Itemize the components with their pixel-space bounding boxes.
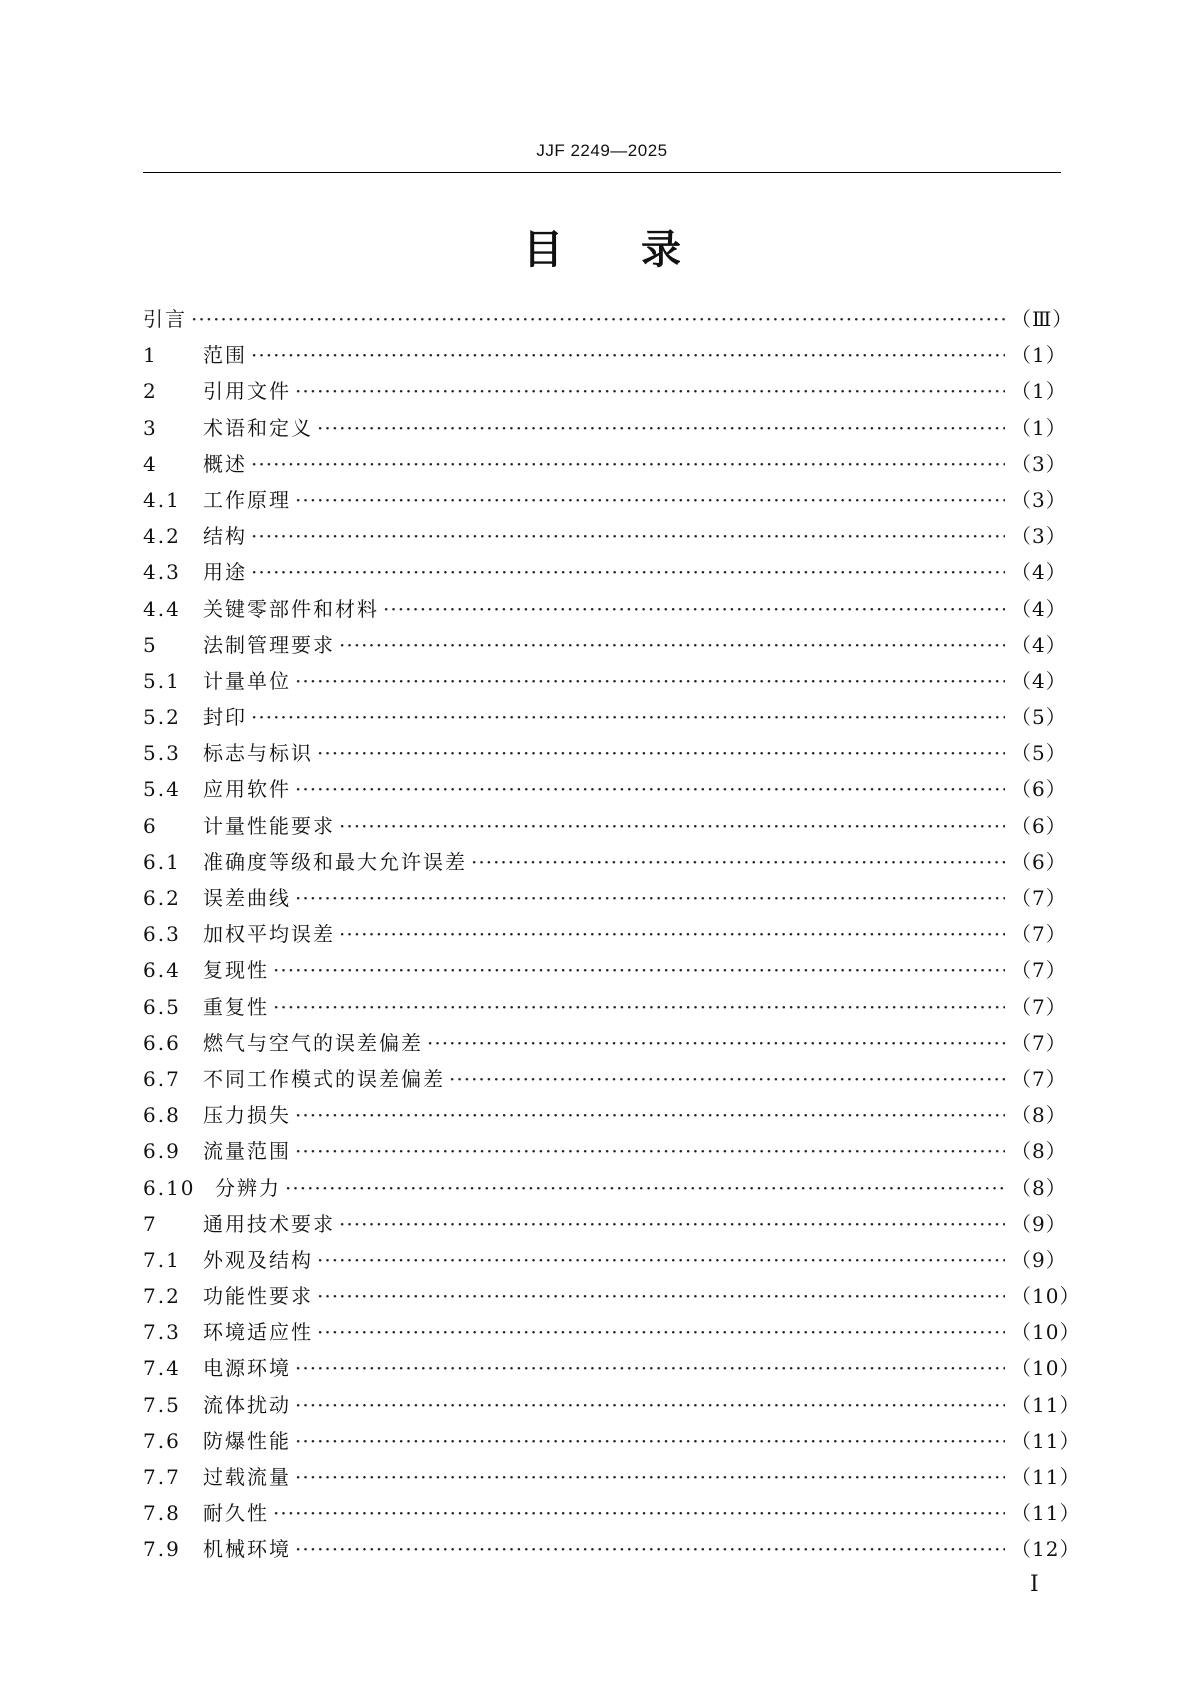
toc-entry-number: 6.2 [143, 886, 181, 910]
toc-entry[interactable] [143, 520, 1067, 556]
toc-entry-number: 6.10 [143, 1175, 196, 1200]
toc-entry-title: 封印 [203, 705, 247, 730]
toc-entry-page: （3） [1011, 451, 1067, 476]
toc-entry-page: （4） [1011, 668, 1067, 693]
toc-leader-dots [295, 1465, 1005, 1489]
toc-entry-number: 6.6 [143, 1030, 181, 1055]
title-char-right: 录 [641, 227, 681, 273]
toc-entry-page: （8） [1011, 1139, 1067, 1164]
toc-entry-number: 7.7 [143, 1465, 181, 1489]
toc-leader-dots [317, 1248, 1005, 1272]
toc-entry-title: 误差曲线 [203, 886, 291, 910]
toc-entry[interactable] [143, 1172, 1067, 1208]
toc-entry[interactable] [143, 484, 1067, 520]
toc-entry[interactable] [143, 1027, 1067, 1063]
toc-entry-number: 5 [143, 632, 158, 657]
toc-entry-number: 6.5 [143, 994, 181, 1019]
toc-leader-dots [251, 343, 1005, 367]
toc-entry-page: （7） [1011, 1066, 1067, 1091]
toc-entry[interactable] [143, 1316, 1081, 1352]
toc-entry-title: 通用技术要求 [203, 1211, 335, 1236]
toc-leader-dots [339, 922, 1005, 946]
toc-leader-dots [295, 1429, 1005, 1453]
toc-entry-number: 7.1 [143, 1247, 181, 1272]
toc-entry-title: 准确度等级和最大允许误差 [203, 849, 467, 874]
toc-entry-number: 5.3 [143, 741, 181, 766]
toc-entry-page: （11） [1011, 1428, 1081, 1453]
toc-leader-dots [317, 1320, 1005, 1344]
toc-entry-title: 防爆性能 [203, 1428, 291, 1453]
toc-leader-dots [295, 488, 1005, 512]
toc-entry-title: 外观及结构 [203, 1247, 313, 1272]
toc-entry[interactable] [143, 1099, 1067, 1135]
toc-entry-title: 流量范围 [203, 1139, 291, 1164]
toc-entry[interactable] [143, 1389, 1081, 1425]
toc-entry-page: （10） [1011, 1356, 1081, 1381]
toc-entry-number: 4.3 [143, 560, 181, 585]
toc-entry-number: 4 [143, 451, 158, 476]
toc-entry-title: 引用文件 [203, 379, 291, 404]
toc-entry-title: 耐久性 [203, 1501, 269, 1526]
toc-entry-number: 5.4 [143, 777, 181, 802]
toc-entry-number: 5.1 [143, 668, 181, 693]
toc-leader-dots [251, 452, 1005, 476]
toc-entry-title: 过载流量 [203, 1465, 291, 1489]
toc-entry-title: 环境适应性 [203, 1320, 313, 1345]
toc-entry[interactable] [143, 1352, 1081, 1388]
toc-entry[interactable] [143, 1208, 1067, 1244]
toc-leader-dots [295, 886, 1005, 910]
toc-leader-dots [317, 741, 1005, 765]
toc-entry-number: 7.9 [143, 1537, 181, 1562]
toc-entry-number: 6.4 [143, 958, 181, 983]
toc-entry-page: （4） [1011, 596, 1067, 621]
toc-leader-dots [285, 1176, 1005, 1200]
toc-entry[interactable] [143, 773, 1067, 809]
toc-entry-number: 7.6 [143, 1428, 181, 1453]
toc-leader-dots [427, 1031, 1005, 1055]
toc-entry-title: 重复性 [203, 994, 269, 1019]
toc-entry-number: 4.4 [143, 596, 181, 621]
toc-entry-page: （9） [1011, 1247, 1067, 1272]
toc-entry[interactable] [143, 1244, 1067, 1280]
toc-entry-page: （5） [1011, 741, 1067, 766]
toc-entry-page: （6） [1011, 813, 1067, 838]
toc-entry-page: （3） [1011, 524, 1067, 549]
toc-entry-title: 标志与标识 [203, 741, 313, 766]
toc-entry-page: （5） [1011, 705, 1067, 730]
toc-leader-dots [251, 560, 1005, 584]
toc-entry-number: 2 [143, 379, 158, 404]
toc-leader-dots [449, 1067, 1005, 1091]
toc-entry-page: （12） [1011, 1537, 1081, 1562]
toc-entry-number: 6.3 [143, 922, 181, 947]
toc-entry-title: 加权平均误差 [203, 922, 335, 947]
toc-entry-title: 结构 [203, 524, 247, 549]
toc-entry[interactable] [143, 701, 1067, 737]
toc-entry[interactable] [143, 737, 1067, 773]
toc-leader-dots [251, 705, 1005, 729]
toc-entry-number: 6 [143, 813, 158, 838]
toc-leader-dots [295, 777, 1005, 801]
toc-entry-number: 6.8 [143, 1103, 181, 1128]
toc-leader-dots [339, 1212, 1005, 1236]
toc-entry-page: （10） [1011, 1320, 1081, 1345]
toc-leader-dots [295, 1356, 1005, 1380]
toc-entry-title: 电源环境 [203, 1356, 291, 1381]
toc-entry-number: 4.2 [143, 524, 181, 549]
toc-leader-dots [191, 307, 1005, 331]
toc-entry-page: （7） [1011, 886, 1067, 910]
toc-entry-number: 3 [143, 415, 158, 440]
toc-entry[interactable] [143, 665, 1067, 701]
toc-entry-number: 1 [143, 343, 158, 368]
toc-entry[interactable] [143, 629, 1067, 665]
toc-entry-number: 6.1 [143, 849, 181, 874]
toc-entry-page: （6） [1011, 849, 1067, 874]
toc-entry-title: 压力损失 [203, 1103, 291, 1128]
toc-entry[interactable] [143, 448, 1067, 484]
toc-leader-dots [295, 1103, 1005, 1127]
toc-entry[interactable] [143, 810, 1067, 846]
toc-entry-page: （7） [1011, 994, 1067, 1019]
toc-entry-title: 复现性 [203, 958, 269, 983]
toc-entry-number: 6.7 [143, 1066, 181, 1091]
toc-entry-title: 不同工作模式的误差偏差 [203, 1066, 445, 1091]
toc-entry[interactable] [143, 918, 1067, 954]
toc-entry-page: （1） [1011, 379, 1067, 404]
toc-entry-page: （8） [1011, 1103, 1067, 1128]
toc-leader-dots [317, 416, 1005, 440]
toc-entry[interactable] [143, 1063, 1067, 1099]
toc-entry-number: 7 [143, 1211, 158, 1236]
toc-entry[interactable] [143, 1280, 1081, 1316]
toc-entry-title: 用途 [203, 560, 247, 585]
toc-entry[interactable] [143, 1461, 1081, 1497]
toc-entry-page: （7） [1011, 922, 1067, 947]
toc-entry-page: （8） [1011, 1175, 1067, 1200]
table-of-contents [143, 303, 1081, 1570]
toc-entry-title: 功能性要求 [203, 1284, 313, 1309]
document-code-header: JJF 2249—2025 [536, 141, 668, 160]
toc-leader-dots [317, 1284, 1005, 1308]
toc-entry-page: （1） [1011, 343, 1067, 368]
toc-entry-title: 流体扰动 [203, 1392, 291, 1417]
toc-entry[interactable] [143, 412, 1067, 448]
toc-entry[interactable] [143, 846, 1067, 882]
toc-leader-dots [339, 814, 1005, 838]
page-title [143, 218, 1061, 275]
toc-leader-dots [295, 379, 1005, 403]
toc-entry-title: 机械环境 [203, 1537, 291, 1562]
toc-entry-page: （11） [1011, 1501, 1081, 1526]
toc-entry-title: 分辨力 [215, 1175, 281, 1200]
toc-entry[interactable] [143, 1135, 1067, 1171]
toc-entry-page: （10） [1011, 1284, 1081, 1309]
toc-entry-page: （11） [1011, 1392, 1081, 1417]
toc-entry-number: 7.4 [143, 1356, 181, 1381]
toc-entry-page: （7） [1011, 958, 1067, 983]
toc-entry[interactable] [143, 991, 1067, 1027]
toc-entry-page: （Ⅲ） [1011, 307, 1074, 331]
toc-entry-title: 燃气与空气的误差偏差 [203, 1030, 423, 1055]
toc-leader-dots [295, 669, 1005, 693]
toc-entry-title: 范围 [203, 343, 247, 368]
toc-entry-title: 引言 [143, 307, 187, 331]
toc-entry-number: 7.5 [143, 1392, 181, 1417]
toc-leader-dots [273, 958, 1005, 982]
toc-entry[interactable] [143, 1533, 1081, 1569]
toc-entry-page: （1） [1011, 415, 1067, 440]
toc-entry-page: （4） [1011, 560, 1067, 585]
toc-entry[interactable] [143, 593, 1067, 629]
toc-entry[interactable] [143, 954, 1067, 990]
toc-entry-title: 术语和定义 [203, 415, 313, 440]
toc-entry[interactable] [143, 339, 1067, 375]
page-number: I [1030, 1572, 1039, 1597]
toc-entry-number: 7.3 [143, 1320, 181, 1345]
title-char-left: 目 [523, 227, 563, 273]
toc-entry-title: 关键零部件和材料 [203, 596, 379, 621]
toc-entry-title: 计量性能要求 [203, 813, 335, 838]
toc-leader-dots [339, 633, 1005, 657]
toc-leader-dots [295, 1393, 1005, 1417]
toc-entry-page: （9） [1011, 1211, 1067, 1236]
toc-entry-number: 4.1 [143, 487, 181, 512]
toc-entry-page: （7） [1011, 1030, 1067, 1055]
toc-entry-title: 概述 [203, 451, 247, 476]
toc-leader-dots [295, 1537, 1005, 1561]
toc-entry[interactable] [143, 556, 1067, 592]
toc-entry[interactable] [143, 1497, 1081, 1533]
header-rule [143, 172, 1061, 173]
toc-entry-number: 7.8 [143, 1501, 181, 1526]
toc-leader-dots [471, 850, 1005, 874]
toc-entry-page: （11） [1011, 1465, 1081, 1489]
toc-entry-page: （4） [1011, 632, 1067, 657]
toc-entry-title: 应用软件 [203, 777, 291, 802]
toc-leader-dots [295, 1139, 1005, 1163]
toc-entry-page: （6） [1011, 777, 1067, 802]
toc-entry-title: 法制管理要求 [203, 632, 335, 657]
toc-entry-number: 6.9 [143, 1139, 181, 1164]
toc-leader-dots [251, 524, 1005, 548]
toc-leader-dots [273, 995, 1005, 1019]
toc-entry[interactable] [143, 1425, 1081, 1461]
toc-entry[interactable] [143, 303, 1074, 339]
toc-entry-page: （3） [1011, 487, 1067, 512]
toc-entry-title: 工作原理 [203, 487, 291, 512]
toc-entry-number: 7.2 [143, 1284, 181, 1309]
toc-entry[interactable] [143, 375, 1067, 411]
toc-entry[interactable] [143, 882, 1067, 918]
toc-leader-dots [383, 597, 1005, 621]
toc-leader-dots [273, 1501, 1005, 1525]
toc-entry-number: 5.2 [143, 705, 181, 730]
toc-entry-title: 计量单位 [203, 668, 291, 693]
